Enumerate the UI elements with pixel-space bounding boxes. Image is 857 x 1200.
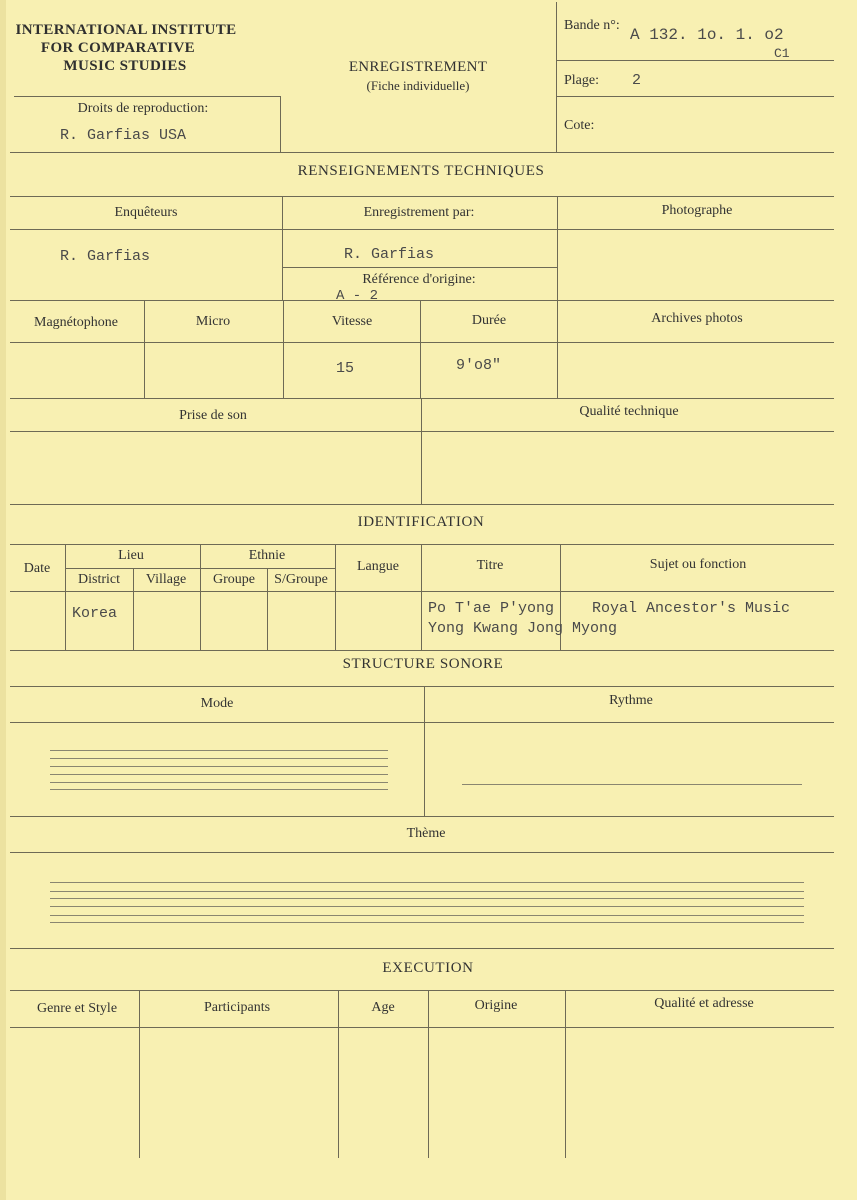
bande-label: Bande n°: bbox=[564, 18, 620, 33]
theme-sub-line bbox=[10, 852, 834, 853]
enreg-par-label: Enregistrement par: bbox=[363, 205, 475, 220]
archives-photos-label: Archives photos bbox=[651, 311, 743, 326]
reference-value: A - 2 bbox=[336, 288, 379, 304]
lieu-label: Lieu bbox=[118, 548, 144, 563]
tech-row2-divider-1 bbox=[144, 300, 145, 398]
ethnie-label: Ethnie bbox=[248, 548, 286, 563]
bande-sub-value: C1 bbox=[774, 46, 790, 61]
id-divider-lieu bbox=[200, 544, 201, 650]
form-title: ENREGISTREMENT bbox=[348, 59, 488, 75]
duree-label: Durée bbox=[471, 313, 507, 328]
enqueteurs-label: Enquêteurs bbox=[114, 205, 178, 220]
theme-rule bbox=[50, 882, 804, 883]
titre-label: Titre bbox=[476, 558, 504, 573]
plage-value: 2 bbox=[632, 72, 642, 89]
mode-rule bbox=[50, 750, 388, 751]
participants-label: Participants bbox=[203, 1000, 271, 1015]
titre-value-line2: Yong Kwang Jong Myong bbox=[428, 620, 618, 637]
exec-divider-1 bbox=[139, 990, 140, 1158]
section-title-technical: RENSEIGNEMENTS TECHNIQUES bbox=[297, 163, 545, 179]
vitesse-label: Vitesse bbox=[331, 314, 373, 329]
tech-row2-sub-line bbox=[10, 342, 834, 343]
structure-bottom-line bbox=[10, 948, 834, 949]
bande-bottom-line bbox=[556, 60, 834, 61]
micro-label: Micro bbox=[195, 314, 231, 329]
tech-divider-2 bbox=[557, 196, 558, 300]
theme-rule bbox=[50, 891, 804, 892]
mode-rule bbox=[50, 782, 388, 783]
tech-row2-divider-2 bbox=[283, 300, 284, 398]
theme-rule bbox=[50, 906, 804, 907]
tech-row3-top-line bbox=[10, 398, 834, 399]
rights-top-line bbox=[14, 96, 280, 97]
institute-name-line3: MUSIC STUDIES bbox=[63, 58, 187, 74]
tech-row3-divider bbox=[421, 398, 422, 504]
mode-label: Mode bbox=[200, 696, 234, 711]
institute-name-line2: FOR COMPARATIVE bbox=[40, 40, 196, 56]
district-value: Korea bbox=[72, 605, 118, 622]
institute-name-line1: INTERNATIONAL INSTITUTE bbox=[15, 22, 237, 38]
tech-divider-1 bbox=[282, 196, 283, 300]
exec-divider-2 bbox=[338, 990, 339, 1158]
header-bottom-line bbox=[10, 152, 834, 153]
enreg-par-value: R. Garfias bbox=[344, 246, 435, 263]
plage-label: Plage: bbox=[564, 73, 599, 88]
identification-bottom-line bbox=[10, 650, 834, 651]
id-subheader-line bbox=[65, 568, 335, 569]
qualite-adresse-label: Qualité et adresse bbox=[654, 996, 754, 1011]
prise-de-son-label: Prise de son bbox=[179, 408, 247, 423]
identification-header-line bbox=[10, 544, 834, 545]
structure-sub-line bbox=[10, 722, 834, 723]
mode-rule bbox=[50, 758, 388, 759]
execution-sub-line bbox=[10, 1027, 834, 1028]
id-divider-langue bbox=[421, 544, 422, 650]
structure-header-line bbox=[10, 686, 834, 687]
card-edge bbox=[0, 0, 6, 1200]
structure-divider bbox=[424, 686, 425, 816]
age-label: Age bbox=[371, 1000, 395, 1015]
sgroupe-label: S/Groupe bbox=[274, 572, 328, 587]
section-title-structure: STRUCTURE SONORE bbox=[342, 656, 504, 672]
id-divider-date bbox=[65, 544, 66, 650]
district-label: District bbox=[78, 572, 120, 587]
section-title-execution: EXECUTION bbox=[382, 960, 474, 976]
reference-top-line bbox=[282, 267, 557, 268]
theme-label: Thème bbox=[406, 826, 446, 841]
origine-label: Origine bbox=[474, 998, 518, 1013]
exec-divider-4 bbox=[565, 990, 566, 1158]
date-label: Date bbox=[23, 561, 51, 576]
section-title-identification: IDENTIFICATION bbox=[357, 514, 485, 530]
id-divider-ethnie bbox=[335, 544, 336, 650]
technical-bottom-line bbox=[10, 504, 834, 505]
magnetophone-label: Magnétophone bbox=[34, 315, 118, 330]
rights-right-line bbox=[280, 96, 281, 152]
mode-rule bbox=[50, 766, 388, 767]
id-header-bottom-line bbox=[10, 591, 834, 592]
village-label: Village bbox=[145, 572, 187, 587]
rythme-rule bbox=[462, 784, 802, 785]
mode-rule bbox=[50, 774, 388, 775]
plage-bottom-line bbox=[556, 96, 834, 97]
photographe-label: Photographe bbox=[661, 203, 733, 218]
form-subtitle: (Fiche individuelle) bbox=[366, 78, 470, 93]
duree-value: 9'o8" bbox=[456, 357, 502, 374]
id-divider-groupe bbox=[267, 568, 268, 650]
vitesse-value: 15 bbox=[336, 360, 355, 377]
genre-style-label: Genre et Style bbox=[36, 1001, 118, 1016]
theme-rule bbox=[50, 898, 804, 899]
exec-divider-3 bbox=[428, 990, 429, 1158]
cote-label: Cote: bbox=[564, 118, 595, 133]
header-right-divider bbox=[556, 2, 557, 152]
bande-value: A 132. 1o. 1. o2 bbox=[630, 26, 784, 44]
sujet-value: Royal Ancestor's Music bbox=[592, 600, 791, 617]
theme-rule bbox=[50, 922, 804, 923]
rights-label: Droits de reproduction: bbox=[77, 101, 209, 116]
sujet-label: Sujet ou fonction bbox=[649, 557, 747, 572]
theme-top-line bbox=[10, 816, 834, 817]
technical-header-line bbox=[10, 196, 834, 197]
enqueteurs-value: R. Garfias bbox=[60, 248, 151, 265]
tech-row3-sub-line bbox=[10, 431, 834, 432]
tech-row2-top-line bbox=[10, 300, 834, 301]
rythme-label: Rythme bbox=[609, 693, 653, 708]
theme-rule bbox=[50, 915, 804, 916]
reference-label: Référence d'origine: bbox=[362, 272, 476, 287]
tech-row2-divider-4 bbox=[557, 300, 558, 398]
mode-rule bbox=[50, 789, 388, 790]
qualite-technique-label: Qualité technique bbox=[579, 404, 679, 419]
titre-value-line1: Po T'ae P'yong bbox=[428, 600, 555, 617]
langue-label: Langue bbox=[357, 559, 399, 574]
tech-subheader-line bbox=[10, 229, 834, 230]
groupe-label: Groupe bbox=[213, 572, 255, 587]
id-divider-district bbox=[133, 568, 134, 650]
execution-header-line bbox=[10, 990, 834, 991]
rights-value: R. Garfias USA bbox=[60, 127, 187, 144]
tech-row2-divider-3 bbox=[420, 300, 421, 398]
